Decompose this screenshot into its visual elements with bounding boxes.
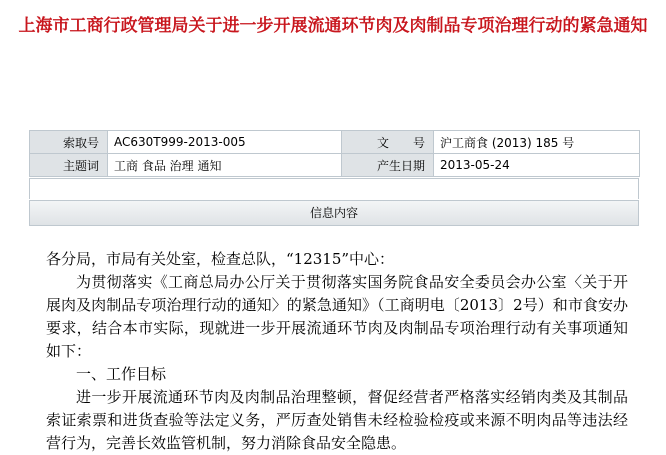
info-spacer: [29, 178, 639, 199]
metadata-row: [30, 131, 640, 154]
section-heading: 一、工作目标: [76, 365, 167, 383]
keywords-label: 主题词: [30, 154, 108, 177]
creation-date-label: 产生日期: [342, 154, 434, 177]
document-number-value: 沪工商食 (2013) 185 号: [434, 131, 640, 154]
section-paragraph: 进一步开展流通环节肉及肉制品治理整顿，督促经营者严格落实经销肉类及其制品索证索票和进货查验等法定义务，严厉查处销售未经检验检疫或来源不明肉品等违法经营行为，完善长效监管机制，努力消除食品安全隐患。: [46, 388, 628, 452]
info-content-header: 信息内容: [29, 200, 639, 226]
metadata-table: [29, 130, 640, 177]
intro-paragraph: 为贯彻落实《工商总局办公厅关于贯彻落实国务院食品安全委员会办公室〈关于开展肉及肉制品专项治理行动的通知〉的紧急通知》（工商明电〔2013〕2号）和市食安办要求，结合本市实际，现就进一步开展流通环节肉及肉制品专项治理行动有关事项通知如下：: [46, 273, 628, 360]
index-number-label: 索取号: [30, 131, 108, 154]
metadata-row: [30, 154, 640, 177]
salutation: 各分局，市局有关处室，检查总队，“12315”中心：: [46, 250, 395, 268]
document-number-label: 文 号: [342, 131, 434, 154]
keywords-value: 工商 食品 治理 通知: [108, 154, 342, 177]
document-body: [46, 248, 628, 455]
creation-date-value: 2013-05-24: [434, 154, 640, 177]
index-number-value: AC630T999-2013-005: [108, 131, 342, 154]
document-title: 上海市工商行政管理局关于进一步开展流通环节肉及肉制品专项治理行动的紧急通知: [18, 16, 648, 36]
